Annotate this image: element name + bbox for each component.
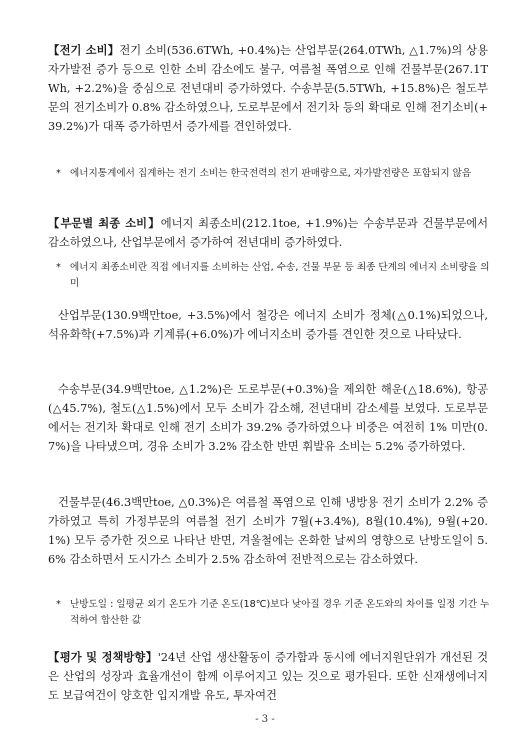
power-note <box>56 166 490 182</box>
power-note-text: 에너지통계에서 집계하는 전기 소비는 한국전력의 전기 판매량으로, 자가발전량은 포함되지 않음 <box>70 168 472 179</box>
power-section <box>48 41 488 136</box>
building-note-text: 난방도일 : 일평균 외기 온도가 기준 온도(18℃)보다 낮아질 경우 기준 온도와의 차이를 일정 기간 누적하여 합산한 값 <box>70 599 490 626</box>
power-body: 전기 소비(536.6TWh, +0.4%)는 산업부문(264.0TWh, △1.7%)의 상용 자가발전 증가 등으로 인한 소비 감소에도 불구, 여름철 폭염으로 인해 건물부문(267.1TWh, +2.2%)을 중심으로 전년대비 증가하였다. 수송부문(5.5TWh, +15.8%)은 철도부문의 전기소비가 0.8% 감소하였으나, 도로부문에서 전기차 등의 확대로 인해 전기소비(+39.2%)가 대폭 증가하면서 증가세를 견인하였다. <box>48 44 488 133</box>
final-note <box>56 260 490 292</box>
final-section <box>48 214 488 252</box>
final-note-text: 에너지 최종소비란 직접 에너지를 소비하는 산업, 수송, 건물 부문 등 최종 단계의 에너지 소비량을 의미 <box>70 262 490 289</box>
industry-paragraph: 산업부문(130.9백만toe, +3.5%)에서 철강은 에너지 소비가 정체(△0.1%)되었으나, 석유화학(+7.5%)과 기계류(+6.0%)가 에너지소비 증가를 견인한 것으로 나타났다. <box>48 309 488 341</box>
page-number: - 3 - <box>255 714 275 725</box>
building-paragraph: 건물부문(46.3백만toe, △0.3%)은 여름철 폭염으로 인해 냉방용 전기 소비가 2.2% 증가하였고 특히 가정부문의 여름철 전기 소비가 7월(+3.4%), 8월(10.4%), 9월(+20.1%) 모두 증가한 것으로 나타난 반면, 겨울철에는 온화한 날씨의 영향으로 난방도일이 5.6% 감소하면서 도시가스 소비가 2.5% 감소하여 전반적으로는 감소하였다. <box>48 496 488 566</box>
final-note-mark: * <box>56 262 61 273</box>
power-note-mark: * <box>56 168 61 179</box>
evaluation-section <box>48 648 488 705</box>
power-heading: 【전기 소비】 <box>48 44 120 57</box>
final-heading: 【부문별 최종 소비】 <box>48 217 161 230</box>
evaluation-body: '24년 산업 생산활동이 증가함과 동시에 에너지원단위가 개선된 것은 산업의 성장과 효율개선이 함께 이루어지고 있는 것으로 평가된다. 또한 신재생에너지도 보급여건이 양호한 입지개발 유도, 투자여건 <box>48 651 488 702</box>
transport-paragraph: 수송부문(34.9백만toe, △1.2%)은 도로부문(+0.3%)을 제외한 해운(△18.6%), 항공(△45.7%), 철도(△1.5%)에서 모두 소비가 감소해, 전년대비 감소세를 보였다. 도로부문에서는 전기차 확대로 인해 전기 소비가 39.2% 증가하였으나 비중은 여전히 1% 미만(0.7%)을 나타냈으며, 경유 소비가 3.2% 감소한 반면 휘발유 소비는 5.2% 증가하였다. <box>48 383 488 453</box>
final-body: 에너지 최종소비(212.1toe, +1.9%)는 수송부문과 건물부문에서 감소하였으나, 산업부문에서 증가하여 전년대비 증가하였다. <box>48 217 488 249</box>
building-note <box>56 597 490 629</box>
evaluation-heading: 【평가 및 정책방향】 <box>48 651 158 664</box>
building-note-mark: * <box>56 599 61 610</box>
